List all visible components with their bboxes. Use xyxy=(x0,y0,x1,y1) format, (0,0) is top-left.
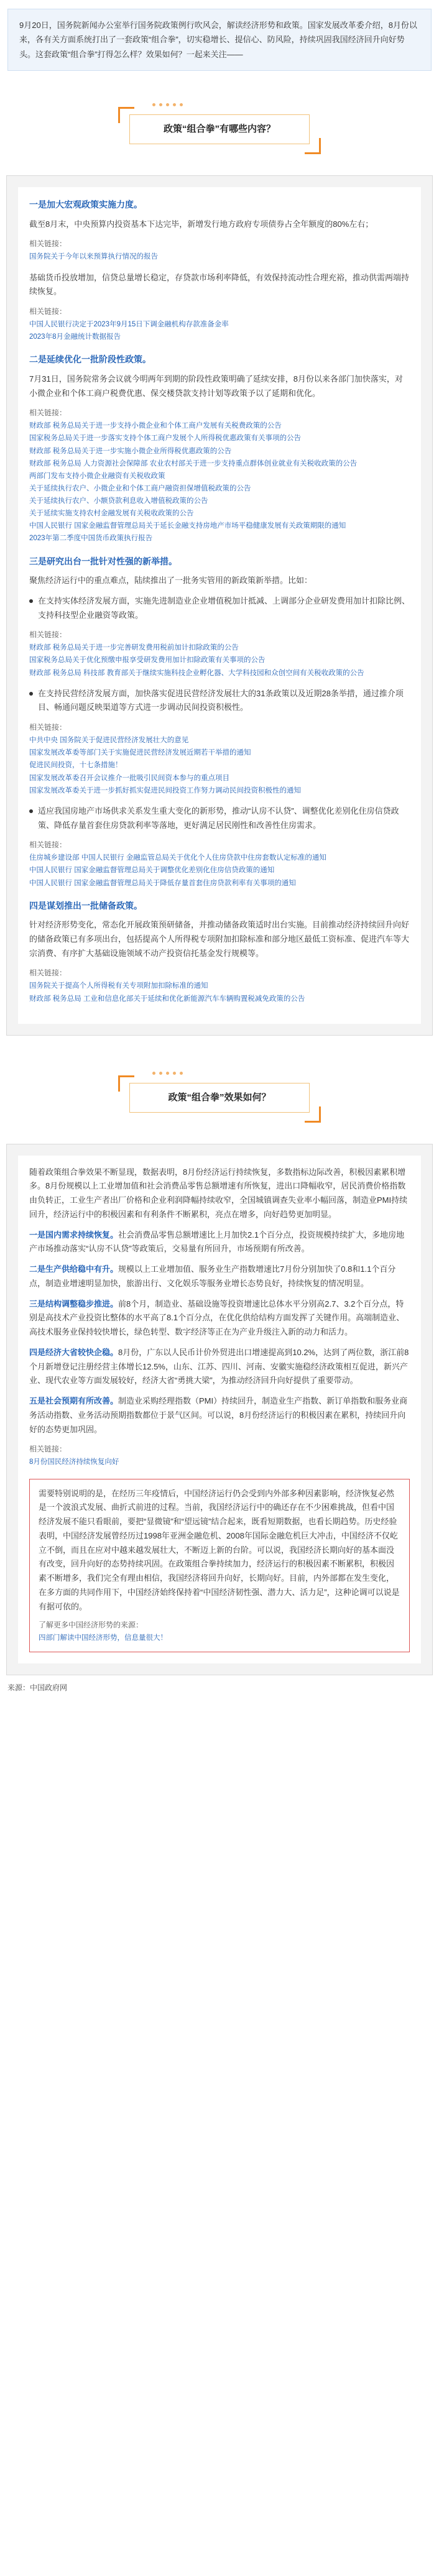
decor-bracket-right xyxy=(305,1106,321,1123)
effect-heading: 五是社会预期有所改善。 xyxy=(29,1396,119,1406)
note-box xyxy=(29,1479,410,1653)
effect-item xyxy=(29,1228,410,1257)
paragraph: 针对经济形势变化，常态化开展政策预研储备，并推动储备政策适时出台实施。目前推动经济持续回升向好的储备政策已有多项出台，包括提高个人所得税专项附加扣除标准和部分地区最低工资标准、促进汽车等大宗消费、有序扩大基础设施领域不动产投资信托基金发行规模等。 xyxy=(29,920,410,958)
related-link[interactable]: 中共中央 国务院关于促进民营经济发展壮大的意见 xyxy=(29,737,189,745)
section-banner-contents xyxy=(0,82,439,175)
bullet-text: 在支持民营经济发展方面，加快落实促进民营经济发展壮大的31条政策以及近期28条举措，通过推介项目、畅通问题反映渠道等方式进一步调动民间投资积极性。 xyxy=(38,688,404,712)
bullet-item xyxy=(29,594,410,623)
related-link[interactable]: 国家发展改革委等部门关于实施促进民营经济发展近期若干举措的通知 xyxy=(29,749,251,757)
section-title: 政策“组合拳”有哪些内容？ xyxy=(129,114,310,144)
related-links xyxy=(29,967,410,1005)
related-links-label: 相关链接： xyxy=(29,840,67,850)
related-link[interactable]: 四部门解读中国经济形势，信息量很大！ xyxy=(39,1634,167,1642)
related-links-label: 相关链接： xyxy=(29,239,67,249)
related-links-label: 相关链接： xyxy=(29,1445,67,1454)
paragraph: 聚焦经济运行中的重点难点，陆续推出了一批务实管用的新政策新举措。比如： xyxy=(29,576,313,586)
effect-item xyxy=(29,1263,410,1291)
related-link[interactable]: 关于延续执行农户、小额贷款利息收入增值税政策的公告 xyxy=(29,497,208,505)
related-links-label: 了解更多中国经济形势的来源： xyxy=(39,1621,144,1630)
effect-heading: 四是经济大省较快企稳。 xyxy=(29,1347,119,1357)
paragraph: 7月31日，国务院常务会议就今明两年到期的阶段性政策明确了延续安排，8月份以来各部门加快落实，对小微企业和个体工商户税费优惠、保交楼贷款支持计划等政策予以了延期和优化。 xyxy=(29,374,403,398)
related-links-label: 相关链接： xyxy=(29,723,67,732)
related-link[interactable]: 国务院关于今年以来预算执行情况的报告 xyxy=(29,253,158,261)
related-links xyxy=(29,628,410,679)
bullet-dot-icon xyxy=(29,692,33,696)
paragraph: 基础货币投放增加，信贷总量增长稳定，存贷款市场利率降低，有效保持流动性合理充裕，推动供需两端持续恢复。 xyxy=(29,272,410,297)
section-title: 政策“组合拳”效果如何？ xyxy=(129,1083,310,1113)
decor-dots xyxy=(152,1072,183,1075)
effect-text: 规模以上工业增加值、服务业生产指数增速比7月份分别加快了0.8和1.1个百分点，制造业增速明显加快，旅游出行、文化娱乐等服务业增长态势良好，持续恢复的情况明显。 xyxy=(29,1264,396,1288)
note-text: 需要特别说明的是，在经历三年疫情后，中国经济运行仍会受到内外部多种因素影响，经济恢复必然是一个波浪式发展、曲折式前进的过程。当前，我国经济运行中的确还存在不少困难挑战，但看中国经济发展不能只看眼前，要把“显微镜”和“望远镜”结合起来，既看短期数据，也看长期趋势。历史经验表明，中国经济发展曾经历过1998年亚洲金融危机、2008年国际金融危机巨大冲击，中国经济不仅屹立不倒，而且在应对中越来越发展壮大，不断迈上新的台阶。可以说，我国经济长期向好的基本面没有改变，回升向好的态势持续巩固。在政策组合拳持续加力，经济运行的积极因素不断累积，积极因素不断增多，我们完全有理由相信，我国经济将回升向好，长期向好。目前，内外部都在发生变化，在多方面的共同作用下，中国经济始终保持着“中国经济韧性强、潜力大、活力足”，这种论调可以说是有据可依的。 xyxy=(39,1488,400,1611)
effect-heading: 一是国内需求持续恢复。 xyxy=(29,1230,119,1240)
related-link[interactable]: 财政部 税务总局 工业和信息化部关于延续和优化新能源汽车车辆购置税减免政策的公告 xyxy=(29,995,305,1003)
related-links-label: 相关链接： xyxy=(29,630,67,640)
effect-text: 前8个月，制造业、基础设施等投资增速比总体水平分别高2.7、3.2个百分点，特别是高技术产业投资比整体的水平高了8.1个百分点，在优化供给结构方面发挥了关键作用。高端制造业、高技术服务业保持较快增长，绿色转型、数字经济等正在为产业升级注入新的动力和活力。 xyxy=(29,1299,405,1337)
related-links xyxy=(29,721,410,797)
section-heading: 二是延续优化一批阶段性政策。 xyxy=(29,354,151,365)
related-links-label: 相关链接： xyxy=(29,968,67,978)
content-panel-2 xyxy=(6,1144,433,1676)
related-link[interactable]: 中国人民银行决定于2023年9月15日下调金融机构存款准备金率 xyxy=(29,321,229,329)
effect-heading: 二是生产供给稳中有升。 xyxy=(29,1264,119,1274)
content-panel-1 xyxy=(6,175,433,1036)
effect-text: 社会消费品零售总额增速比上月加快2.1个百分点，投资规模持续扩大，多地房地产市场推动落实“认房不认贷”等政策后，交易量有所回升，市场预期有所改善。 xyxy=(29,1230,405,1254)
bullet-item xyxy=(29,804,410,833)
section-heading: 三是研究出台一批针对性强的新举措。 xyxy=(29,556,177,566)
related-link[interactable]: 2023年8月金融统计数据报告 xyxy=(29,333,121,341)
related-links xyxy=(29,305,410,343)
related-link[interactable]: 关于延续执行农户、小微企业和个体工商户融资担保增值税政策的公告 xyxy=(29,484,251,492)
bullet-dot-icon xyxy=(29,809,33,813)
effect-item xyxy=(29,1394,410,1437)
related-link[interactable]: 关于延续实施支持农村金融发展有关税收政策的公告 xyxy=(29,510,194,518)
decor-dots xyxy=(152,103,183,106)
related-link[interactable]: 国家税务总局关于优化预缴申报享受研发费用加计扣除政策有关事项的公告 xyxy=(29,656,266,665)
related-link[interactable]: 中国人民银行 国家金融监督管理总局关于延长金融支持房地产市场平稳健康发展有关政策期限的通知 xyxy=(29,522,346,530)
section-heading: 四是谋划推出一批储备政策。 xyxy=(29,900,142,911)
related-links-label: 相关链接： xyxy=(29,408,67,418)
related-links xyxy=(29,839,410,889)
panel-inner xyxy=(18,187,421,1024)
effect-item xyxy=(29,1346,410,1388)
related-links xyxy=(29,1443,410,1468)
related-link[interactable]: 国家发展改革委召开会议推介一批吸引民间资本参与的重点项目 xyxy=(29,774,229,782)
related-links xyxy=(29,237,410,263)
related-link[interactable]: 国家税务总局关于进一步落实支持个体工商户发展个人所得税优惠政策有关事项的公告 xyxy=(29,435,301,443)
related-links xyxy=(29,407,410,545)
source-line: 来源：中国政府网 xyxy=(7,1683,68,1693)
paragraph: 截至8月末，中央预算内投资基本下达完毕，新增发行地方政府专项债券占全年额度的80%左右； xyxy=(29,219,374,229)
effect-item xyxy=(29,1297,410,1340)
bullet-text: 适应我国房地产市场供求关系发生重大变化的新形势，推动“认房不认贷”、调整优化差别化住房信贷政策、降低存量首套住房贷款利率等落地，更好满足居民刚性和改善性住房需求。 xyxy=(38,806,399,830)
effect-text: 制造业采购经理指数（PMI）持续回升，制造业生产指数、新订单指数和服务业商务活动指数、业务活动预期指数都位于景气区间。可以说，8月份经济运行的积极因素在累积，持续回升向好的态势更加巩固。 xyxy=(29,1396,408,1434)
decor-bracket-right xyxy=(305,138,321,154)
related-link[interactable]: 财政部 税务总局 科技部 教育部关于继续实施科技企业孵化器、大学科技园和众创空间有关税收政策的公告 xyxy=(29,669,364,677)
related-links-label: 相关链接： xyxy=(29,307,67,316)
bullet-text: 在支持实体经济发展方面，实施先进制造业企业增值税加计抵减、上调部分企业研发费用加计扣除比例、支持科技型企业融资等政策。 xyxy=(38,596,410,620)
section-banner-effects xyxy=(0,1051,439,1144)
bullet-item xyxy=(29,687,410,715)
effect-text: 8月份，广东以人民币计价外贸进出口增速提高到10.2%，达到了两位数，浙江前8个月新增登记注册经营主体增长12.5%，山东、江苏、四川、河南、安徽实施稳经济政策相互促进，新兴产业、现代农业等方面发展较好，经济大省“勇挑大梁”，为推动经济回升向好提供了重要带动。 xyxy=(29,1347,409,1386)
related-links xyxy=(39,1619,400,1644)
related-link[interactable]: 中国人民银行 国家金融监督管理总局关于调整优化差别化住房信贷政策的通知 xyxy=(29,867,275,875)
intro-box: 9月20日，国务院新闻办公室举行国务院政策例行吹风会，解读经济形势和政策。国家发展改革委介绍，8月份以来，各有关方面系统打出了一套政策“组合拳”，切实稳增长、提信心、防风险，持续巩固我国经济回升向好势头。这套政策“组合拳”打得怎么样？效果如何？一起来关注—— xyxy=(7,9,432,71)
related-link[interactable]: 两部门发布支持小微企业融资有关税收政策 xyxy=(29,472,165,480)
related-link[interactable]: 8月份国民经济持续恢复向好 xyxy=(29,1458,119,1466)
related-link[interactable]: 住房城乡建设部 中国人民银行 金融监管总局关于优化个人住房贷款中住房套数认定标准的通知 xyxy=(29,854,326,862)
related-link[interactable]: 中国人民银行 国家金融监督管理总局关于降低存量首套住房贷款利率有关事项的通知 xyxy=(29,879,296,887)
related-link[interactable]: 财政部 税务总局关于进一步完善研发费用税前加计扣除政策的公告 xyxy=(29,644,239,652)
related-link[interactable]: 促进民间投资，十七条措施！ xyxy=(29,761,122,770)
related-link[interactable]: 财政部 税务总局 人力资源社会保障部 农业农村部关于进一步支持重点群体创业就业有关税收政策的公告 xyxy=(29,459,358,467)
bullet-dot-icon xyxy=(29,599,33,603)
paragraph: 随着政策组合拳效果不断显现，数据表明，8月份经济运行持续恢复，多数指标边际改善，积极因素累积增多。8月份规模以上工业增加值和社会消费品零售总额增速有所恢复，进出口降幅收窄，居民消费价格指数由负转正，工业生产者出厂价格和企业利润降幅持续收窄，全国城镇调查失业率小幅回落，制造业PMI持续回升，经济运行中的积极因素和有利条件不断累积，亮点在增多，向好趋势更加明显。 xyxy=(29,1167,408,1219)
related-link[interactable]: 财政部 税务总局关于进一步支持小微企业和个体工商户发展有关税费政策的公告 xyxy=(29,422,282,430)
related-link[interactable]: 2023年第二季度中国货币政策执行报告 xyxy=(29,535,153,543)
related-link[interactable]: 国家发展改革委关于进一步抓好抓实促进民间投资工作努力调动民间投资积极性的通知 xyxy=(29,786,301,794)
effect-heading: 三是结构调整稳步推进。 xyxy=(29,1299,119,1309)
related-link[interactable]: 财政部 税务总局关于进一步实施小微企业所得税优惠政策的公告 xyxy=(29,447,232,455)
related-link[interactable]: 国务院关于提高个人所得税有关专项附加扣除标准的通知 xyxy=(29,982,208,990)
panel-inner xyxy=(18,1156,421,1664)
section-heading: 一是加大宏观政策实施力度。 xyxy=(29,200,142,210)
